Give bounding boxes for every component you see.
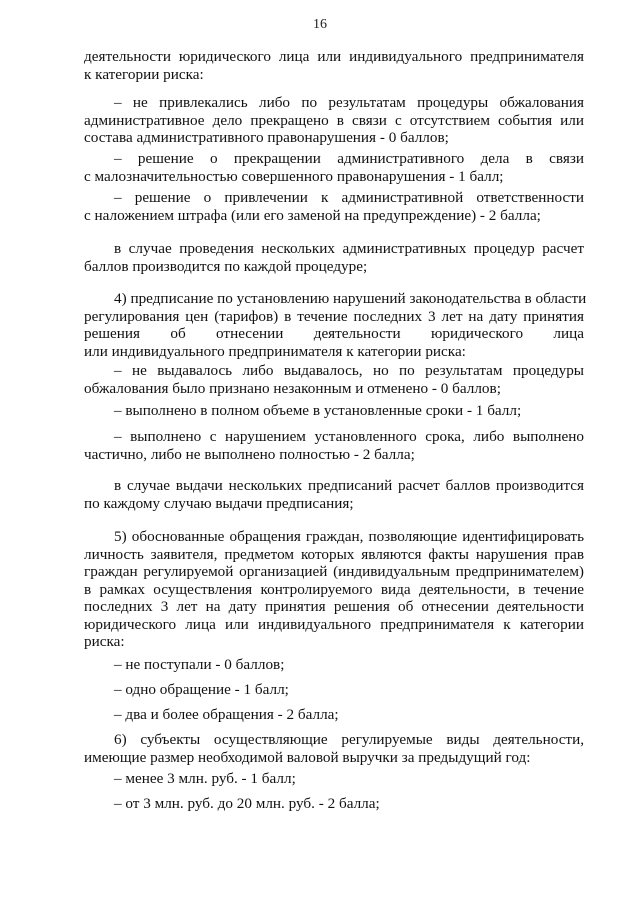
text-line: 6) субъекты осуществляющие регулируемые виды деятельности, (114, 731, 584, 748)
text-line: юридического лица или индивидуального предпринимателя к категории (84, 615, 584, 633)
list-item-penalty (84, 189, 584, 224)
text-line: – не выдавалось либо выдавалось, но по результатам процедуры (114, 362, 584, 379)
list-item-termination (84, 150, 584, 185)
text-line: состава административного правонарушения - 0 баллов; (84, 129, 449, 146)
paragraph-multiple-prescriptions (84, 477, 584, 512)
text-line: с малозначительностью совершенного правонарушения - 1 балл; (84, 167, 504, 185)
text-line: 4) предписание по установлению нарушений законодательства в области (114, 290, 587, 307)
text-line: – одно обращение - 1 балл; (114, 681, 289, 698)
text-line: личность заявителя, предметом которых являются факты нарушения прав (84, 545, 584, 563)
text-line: – не поступали - 0 баллов; (114, 656, 285, 673)
text-line: риска: (84, 633, 125, 650)
list-item-executed-with-violation (84, 428, 584, 463)
text-line: последних 3 лет на дату принятия решения об отнесении деятельности (84, 598, 584, 615)
list-item-revenue-3m-to-20m (84, 795, 584, 813)
paragraph-item-4 (84, 290, 587, 360)
text-line: – выполнено в полном объеме в установленные сроки - 1 балл; (114, 402, 522, 419)
text-line: граждан регулируемой организацией (индивидуальным предпринимателем) (84, 563, 584, 580)
text-line: по каждому случаю выдачи предписания; (84, 494, 354, 512)
text-line: регулирования цен (тарифов) в течение последних 3 лет на дату принятия (84, 307, 584, 325)
text-line: или индивидуального предпринимателя к категории риска: (84, 342, 466, 360)
list-item-not-attracted (84, 94, 584, 147)
text-line: – решение о привлечении к административной ответственности (114, 189, 584, 206)
text-line: – решение о прекращении административного дела в связи (114, 150, 584, 167)
list-item-not-issued (84, 362, 584, 397)
list-item-two-or-more-appeals (84, 706, 584, 724)
text-line: деятельности юридического лица или индивидуального предпринимателя (84, 48, 584, 65)
text-line: в рамках осуществления контролируемого вида деятельности, в течение (84, 580, 584, 598)
text-line: в случае выдачи нескольких предписаний расчет баллов производится (114, 477, 584, 494)
text-line: – от 3 млн. руб. до 20 млн. руб. - 2 балла; (114, 795, 380, 812)
list-item-revenue-under-3m (84, 770, 584, 788)
text-line: – не привлекались либо по результатам процедуры обжалования (114, 94, 584, 111)
paragraph-intro (84, 48, 584, 83)
page-number: 16 (313, 17, 327, 32)
paragraph-item-6 (84, 731, 584, 766)
list-item-one-appeal (84, 681, 584, 699)
text-line: в случае проведения нескольких административных процедур расчет (114, 240, 584, 257)
text-line: 5) обоснованные обращения граждан, позволяющие идентифицировать (114, 528, 584, 545)
list-item-none-received (84, 656, 584, 674)
text-line: к категории риска: (84, 65, 204, 83)
text-line: с наложением штрафа (или его заменой на предупреждение) - 2 балла; (84, 206, 541, 224)
text-line: обжалования было признано незаконным и отменено - 0 баллов; (84, 379, 501, 397)
text-line: – менее 3 млн. руб. - 1 балл; (114, 770, 296, 787)
text-line: решения об отнесении деятельности юридического лица (84, 325, 584, 342)
text-line: баллов производится по каждой процедуре; (84, 257, 368, 275)
paragraph-multiple-procedures (84, 240, 584, 275)
list-item-fully-executed (84, 402, 584, 420)
paragraph-item-5 (84, 528, 584, 651)
text-line: частично, либо не выполнено полностью - 2 балла; (84, 445, 415, 463)
text-line: административное дело прекращено в связи с отсутствием события или (84, 111, 584, 129)
text-line: – выполнено с нарушением установленного срока, либо выполнено (114, 428, 584, 445)
text-line: имеющие размер необходимой валовой выручки за предыдущий год: (84, 748, 531, 766)
text-line: – два и более обращения - 2 балла; (114, 706, 339, 723)
